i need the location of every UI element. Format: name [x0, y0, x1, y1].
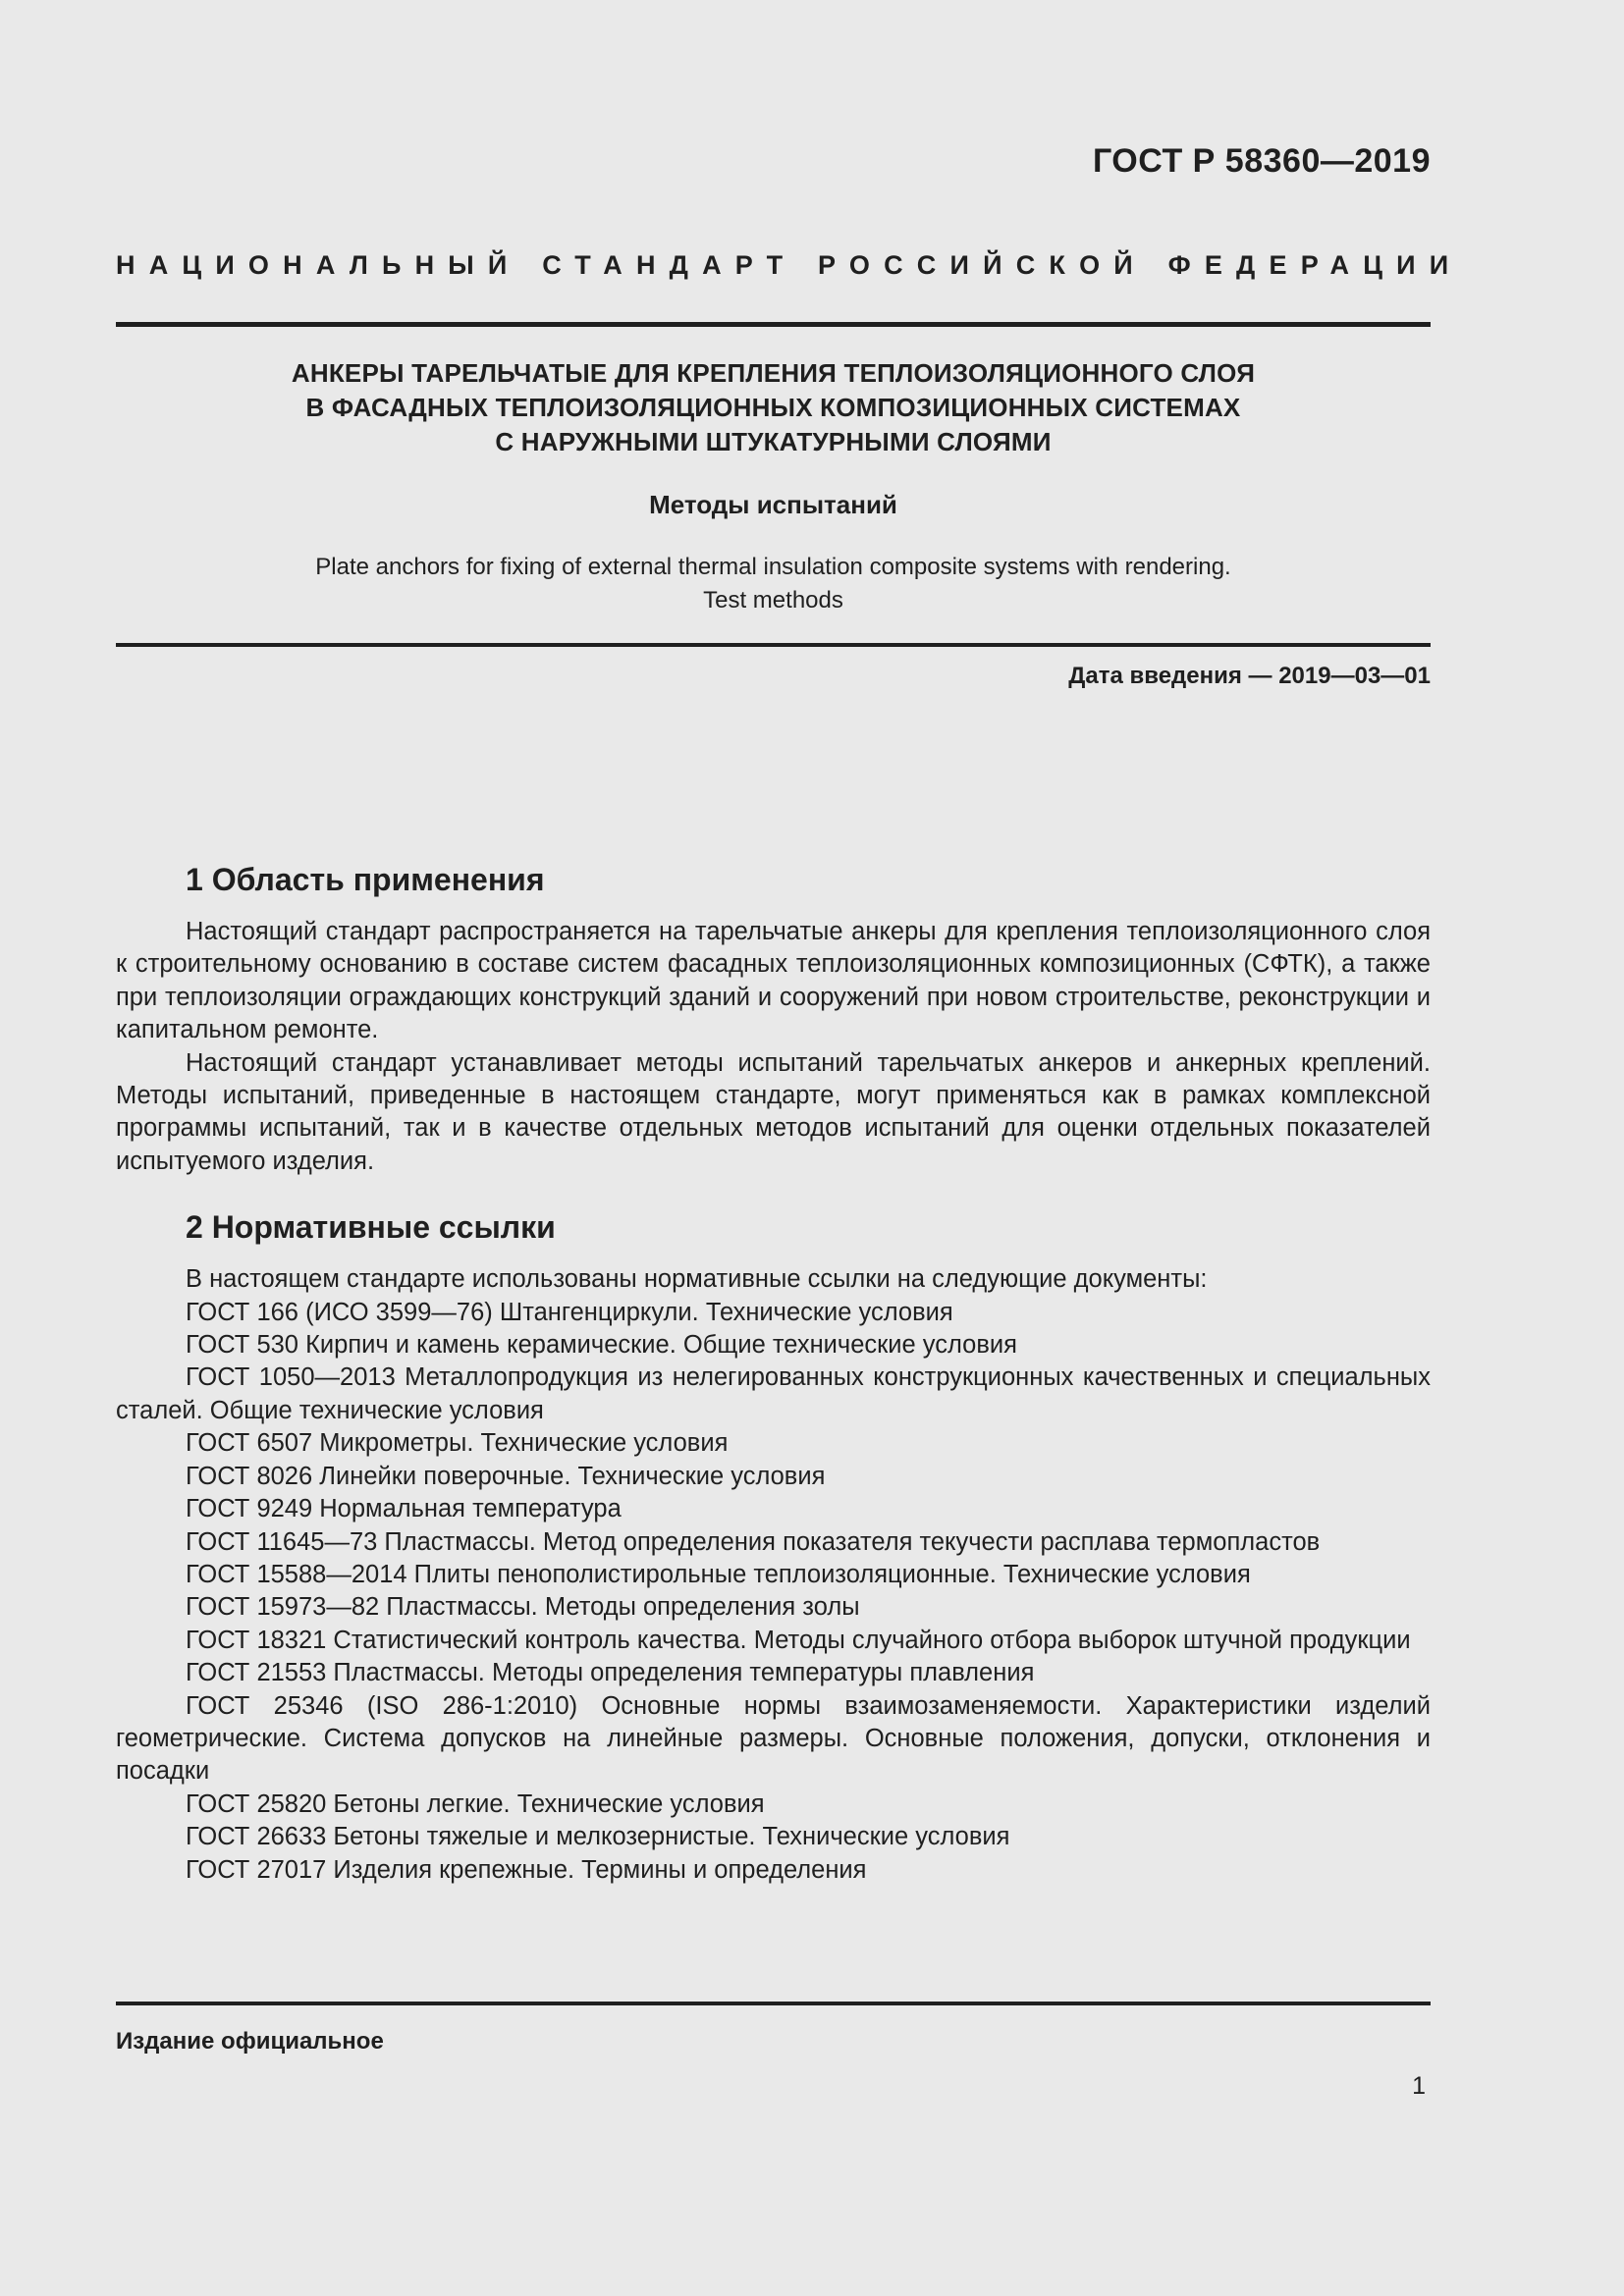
page-number: 1: [1412, 2072, 1426, 2100]
reference-item: ГОСТ 15973—82 Пластмассы. Методы определения золы: [186, 1593, 860, 1622]
reference-item: ГОСТ 25346 (ISO 286-1:2010) Основные нормы взаимозаменяемости. Характеристики изделий геометрические. Система допусков на линейные размеры. Основные положения, допуски, отклонения и посадки: [116, 1691, 1431, 1786]
document-title: [116, 356, 1431, 459]
title-line-3: С НАРУЖНЫМИ ШТУКАТУРНЫМИ СЛОЯМИ: [495, 427, 1052, 456]
top-rule: [116, 322, 1431, 327]
middle-rule: [116, 643, 1431, 647]
section-2-heading: 2 Нормативные ссылки: [186, 1209, 556, 1246]
references-list: [116, 1297, 1431, 1887]
references-intro: В настоящем стандарте использованы нормативные ссылки на следующие документы:: [186, 1265, 1208, 1294]
reference-item: ГОСТ 21553 Пластмассы. Методы определения температуры плавления: [186, 1659, 1035, 1687]
introduction-date: Дата введения — 2019—03—01: [1068, 663, 1431, 689]
section-gap: [116, 1178, 1431, 1207]
english-title-line-2: Test methods: [703, 587, 843, 614]
title-line-1: АНКЕРЫ ТАРЕЛЬЧАТЫЕ ДЛЯ КРЕПЛЕНИЯ ТЕПЛОИЗОЛЯЦИОННОГО СЛОЯ: [291, 358, 1256, 388]
reference-item: ГОСТ 18321 Статистический контроль качества. Методы случайного отбора выборок штучной продукции: [186, 1626, 1411, 1654]
footer-rule: [116, 2002, 1431, 2005]
document-subtitle: Методы испытаний: [649, 490, 897, 519]
reference-item: ГОСТ 15588—2014 Плиты пенополистирольные теплоизоляционные. Технические условия: [186, 1560, 1251, 1588]
english-title: [116, 551, 1431, 617]
reference-item: ГОСТ 11645—73 Пластмассы. Метод определения показателя текучести расплава термопластов: [186, 1527, 1321, 1556]
reference-item: ГОСТ 530 Кирпич и камень керамические. Общие технические условия: [186, 1331, 1017, 1360]
reference-item: ГОСТ 166 (ИСО 3599—76) Штангенциркули. Технические условия: [186, 1298, 953, 1326]
section-1-heading: 1 Область применения: [186, 862, 545, 897]
title-line-2: В ФАСАДНЫХ ТЕПЛОИЗОЛЯЦИОННЫХ КОМПОЗИЦИОННЫХ СИСТЕМАХ: [305, 393, 1241, 422]
official-edition-label: Издание официальное: [116, 2028, 384, 2055]
reference-item: ГОСТ 26633 Бетоны тяжелые и мелкозернистые. Технические условия: [186, 1823, 1010, 1851]
gost-number: ГОСТ Р 58360—2019: [1092, 142, 1431, 180]
reference-item: ГОСТ 25820 Бетоны легкие. Технические условия: [186, 1789, 765, 1818]
reference-item: ГОСТ 1050—2013 Металлопродукция из нелегированных конструкционных качественных и специальных сталей. Общие технические условия: [116, 1363, 1431, 1424]
national-standard-banner: НАЦИОНАЛЬНЫЙ СТАНДАРТ РОССИЙСКОЙ ФЕДЕРАЦИИ: [116, 250, 1463, 280]
reference-item: ГОСТ 9249 Нормальная температура: [186, 1495, 622, 1523]
section-1-paragraph: Настоящий стандарт распространяется на тарельчатые анкеры для крепления теплоизоляционного слоя к строительному основанию в составе систем фасадных теплоизоляционных композиционных (СФТК), а также при теплоизоляции ограждающих конструкций зданий и сооружений при новом строительстве, реконструкции и капитальном ремонте.: [116, 918, 1431, 1044]
document-body: [116, 860, 1431, 1887]
english-title-line-1: Plate anchors for fixing of external thermal insulation composite systems with rendering.: [315, 554, 1231, 580]
reference-item: ГОСТ 27017 Изделия крепежные. Термины и определения: [186, 1855, 867, 1884]
reference-item: ГОСТ 6507 Микрометры. Технические условия: [186, 1429, 729, 1458]
section-1-paragraph: Настоящий стандарт устанавливает методы испытаний тарельчатых анкеров и анкерных креплений. Методы испытаний, приведенные в настоящем стандарте, могут применяться как в рамках комплексной программы испытаний, так и в качестве отдельных методов испытаний для оценки отдельных показателей испытуемого изделия.: [116, 1048, 1431, 1175]
reference-item: ГОСТ 8026 Линейки поверочные. Технические условия: [186, 1462, 826, 1490]
